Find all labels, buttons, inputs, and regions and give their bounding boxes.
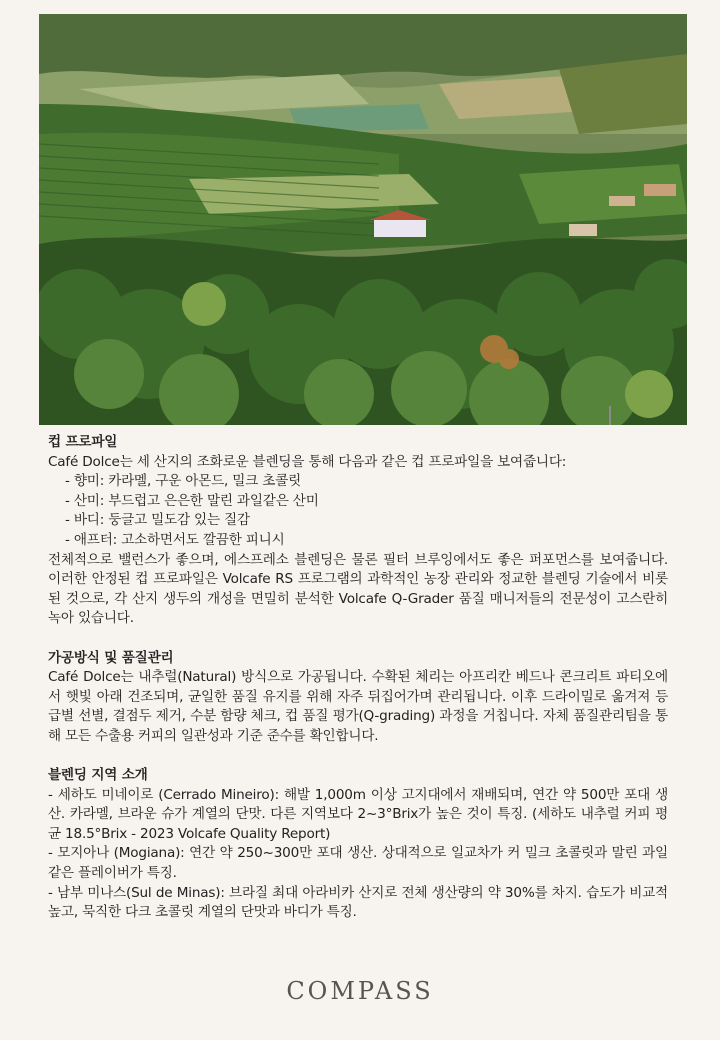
article-body (48, 433, 668, 923)
cup-profile-intro: Café Dolce는 세 산지의 조화로운 블렌딩을 통해 다음과 같은 컵 프로파일을 보여줍니다: (48, 453, 567, 470)
hero-photo (39, 14, 687, 425)
compass-logo (0, 977, 720, 1005)
regions-heading: 블렌딩 지역 소개 (48, 767, 148, 784)
coffee-farm-landscape-image (39, 14, 687, 425)
cup-profile-item-aftertaste: - 애프터: 고소하면서도 깔끔한 피니시 (65, 531, 285, 548)
processing-body: Café Dolce는 내추럴(Natural) 방식으로 가공됩니다. 수확된 체리는 아프리칸 베드나 콘크리트 파티오에서 햇빛 아래 건조되며, 균일한 품질 유지를 위해 자주 뒤집어가며 관리됩니다. 이후 드라이밀로 옮겨져 등급별 선별, 결점두 제거, 수분 함량 체크, 컵 품질 평가(Q-grading) 과정을 거칩니다. 자체 품질관리팀을 통해 모든 수출용 커피의 일관성과 기준 준수를 확인합니다. (48, 669, 668, 744)
cup-profile-section (48, 433, 668, 629)
cup-profile-heading: 컵 프로파일 (48, 434, 118, 450)
region-item-cerrado: - 세하도 미네이로 (Cerrado Mineiro): 해발 1,000m 이상 고지대에서 재배되며, 연간 약 500만 포대 생산. 카라멜, 브라운 슈가 계열의 단맛. 다른 지역보다 2~3°Brix가 높은 것이 특징. (세하도 내추럴 커피 평균 18.5°Brix - 2023 Volcafe Quality Report) (48, 786, 668, 842)
processing-section (48, 649, 668, 747)
cup-profile-list (48, 472, 668, 550)
cup-profile-item-aroma: - 향미: 카라멜, 구운 아몬드, 밀크 초콜릿 (65, 473, 302, 490)
region-item-mogiana: - 모지아나 (Mogiana): 연간 약 250~300만 포대 생산. 상대적으로 일교차가 커 밀크 초콜릿과 말린 과일 같은 플레이버가 특징. (48, 845, 668, 882)
cup-profile-item-acidity: - 산미: 부드럽고 은은한 말린 과일같은 산미 (65, 492, 319, 509)
region-item-sul-de-minas: - 남부 미나스(Sul de Minas): 브라질 최대 아라비카 산지로 전체 생산량의 약 30%를 차지. 습도가 비교적 높고, 묵직한 다크 초콜릿 계열의 단맛과 바디가 특징. (48, 884, 668, 921)
regions-section (48, 766, 668, 923)
compass-logo-text: COMPASS (286, 977, 434, 1005)
cup-profile-summary: 전체적으로 밸런스가 좋으며, 에스프레소 블렌딩은 물론 필터 브루잉에서도 좋은 퍼포먼스를 보여줍니다. 이러한 안정된 컵 프로파일은 Volcafe RS 프로그램의 과학적인 농장 관리와 정교한 블렌딩 기술에서 비롯된 것으로, 각 산지 생두의 개성을 면밀히 분석한 Volcafe Q-Grader 품질 매니저들의 전문성이 고스란히 녹아 있습니다. (48, 551, 668, 627)
processing-heading: 가공방식 및 품질관리 (48, 649, 174, 666)
cup-profile-item-body: - 바디: 둥글고 밀도감 있는 질감 (65, 512, 250, 529)
